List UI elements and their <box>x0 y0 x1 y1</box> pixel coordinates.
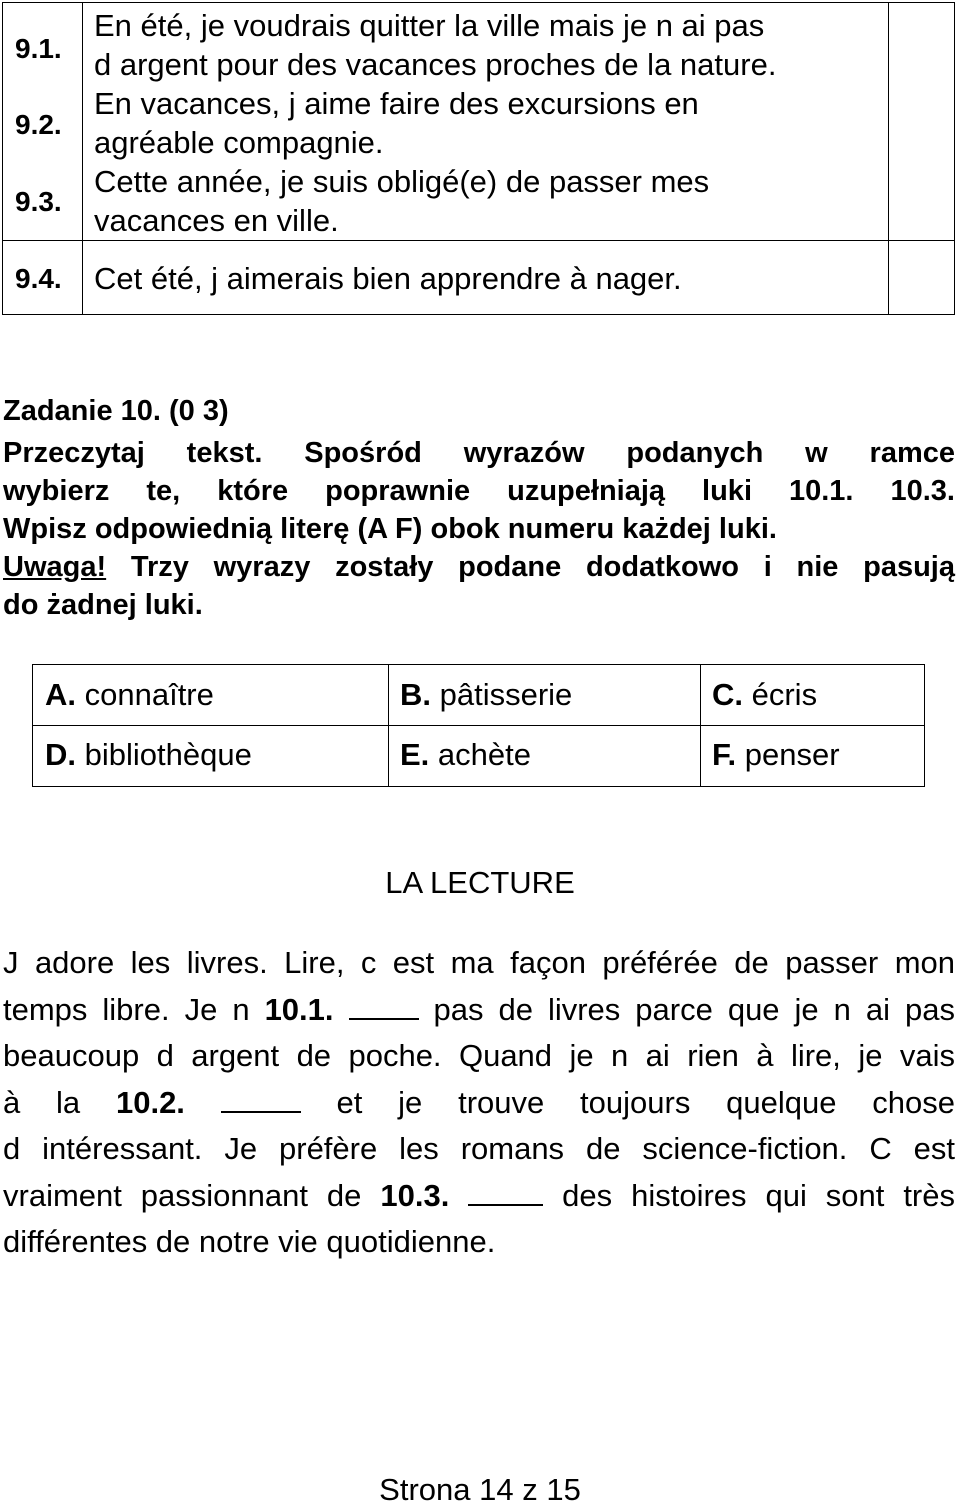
instruction-line: wybierz te, które poprawnie uzupełniają luki 10.1. 10.3. <box>3 475 955 507</box>
reading-line: différentes de notre vie quotidienne. <box>3 1224 496 1259</box>
box-divider <box>388 665 389 786</box>
reading-line: à la 10.2. et je trouve toujours quelque chose <box>3 1084 955 1120</box>
statement-line: agréable compagnie. <box>94 125 384 160</box>
instruction-line: Przeczytaj tekst. Spośród wyrazów podanych w ramce <box>3 437 955 469</box>
reading-line: vraiment passionnant de 10.3. des histoires qui sont très <box>3 1177 955 1213</box>
table-divider <box>82 3 83 314</box>
gap-number: 10.2. <box>115 1084 185 1120</box>
uwaga-label: Uwaga! <box>3 551 107 583</box>
statement-text <box>94 259 874 298</box>
answer-gap[interactable] <box>468 1176 543 1206</box>
answer-gap[interactable] <box>349 990 419 1020</box>
statement-line: Cette année, je suis obligé(e) de passer mes <box>94 164 710 199</box>
word-option: C. écris <box>712 677 818 712</box>
answer-gap[interactable] <box>221 1083 301 1113</box>
statement-line: d argent pour des vacances proches de la nature. <box>94 47 777 82</box>
box-divider <box>700 665 701 786</box>
statement-text <box>94 6 874 84</box>
reading-line: temps libre. Je n 10.1. pas de livres parce que je n ai pas <box>3 991 955 1027</box>
statement-line: En vacances, j aime faire des excursions en <box>94 86 699 121</box>
word-option: F. penser <box>712 737 840 772</box>
gap-number: 10.3. <box>380 1177 450 1213</box>
instruction-line <box>3 548 955 586</box>
reading-line: J adore les livres. Lire, c est ma façon préférée de passer mon <box>3 945 955 980</box>
word-option: A. connaître <box>45 677 214 712</box>
word-box <box>32 664 925 787</box>
box-divider <box>33 725 924 726</box>
table-divider <box>888 3 889 314</box>
statement-line: En été, je voudrais quitter la ville mais je n ai pas <box>94 8 765 43</box>
page-footer: Strona 14 z 15 <box>379 1472 581 1507</box>
instruction-line: Wpisz odpowiednią literę (A F) obok numeru każdej luki. <box>3 513 777 545</box>
statements-table <box>2 2 955 315</box>
task-title: Zadanie 10. (0 3) <box>3 395 229 427</box>
reading-text <box>3 940 955 1266</box>
statement-line: Cet été, j aimerais bien apprendre à nager. <box>94 261 682 296</box>
instruction-line: do żadnej luki. <box>3 589 203 621</box>
item-number: 9.2. <box>15 109 62 140</box>
item-number: 9.3. <box>15 186 62 217</box>
word-option: E. achète <box>400 737 531 772</box>
reading-line: d intéressant. Je préfère les romans de science-fiction. C est <box>3 1131 955 1166</box>
task-instructions <box>3 434 955 624</box>
gap-number: 10.1. <box>264 991 334 1027</box>
word-option: B. pâtisserie <box>400 677 573 712</box>
item-number: 9.1. <box>15 33 62 64</box>
statement-text <box>94 162 874 240</box>
reading-title: LA LECTURE <box>385 865 575 900</box>
table-divider <box>3 240 954 241</box>
statement-text <box>94 84 874 162</box>
statement-line: vacances en ville. <box>94 203 339 238</box>
uwaga-text: Trzy wyrazy zostały podane dodatkowo i nie pasują <box>106 551 955 583</box>
item-number: 9.4. <box>15 263 62 294</box>
reading-line: beaucoup d argent de poche. Quand je n ai rien à lire, je vais <box>3 1038 955 1073</box>
word-option: D. bibliothèque <box>45 737 252 772</box>
